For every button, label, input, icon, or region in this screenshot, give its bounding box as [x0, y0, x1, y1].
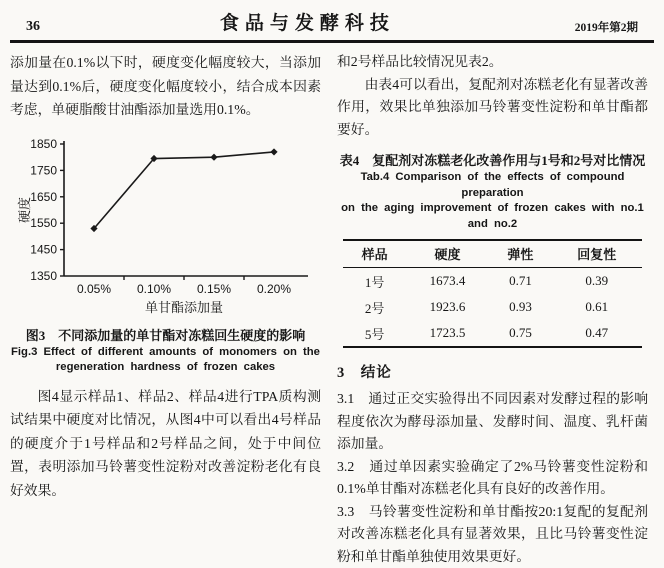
- y-tick-label: 1350: [30, 269, 57, 283]
- paragraph-continuation: 和2号样品比较情况见表2。: [337, 51, 648, 74]
- table-header-cell: 弹性: [489, 240, 552, 268]
- paragraph-conclusion-3-1: 3.1 通过正交实验得出不同因素对发酵过程的影响程度依次为酵母添加量、发酵时间、温度、乳杆菌添加量。: [337, 388, 648, 456]
- y-tick-label: 1450: [30, 242, 57, 256]
- line-chart-svg: [16, 128, 316, 324]
- data-point: [210, 153, 217, 160]
- table4-caption-en-line1: Tab.4 Comparison of the effects of compound preparation: [337, 170, 648, 201]
- x-tick-label: 0.15%: [197, 282, 231, 296]
- page-number: 36: [26, 19, 40, 35]
- table-row: [343, 294, 642, 320]
- y-tick-label: 1650: [30, 189, 57, 203]
- y-axis-title: 硬度: [17, 196, 32, 222]
- table-header-cell: 硬度: [406, 240, 489, 268]
- figure3-caption-en-line2: regeneration hardness of frozen cakes: [10, 360, 321, 376]
- x-tick-label: 0.05%: [77, 282, 111, 296]
- paragraph-tpa-results: 图4显示样品1、样品2、样品4进行TPA质构测试结果中硬度对比情况，从图4中可以看出4号样品的硬度介于1号样品和2号样品之间，处于中间位置，表明添加马铃薯变性淀粉对改善淀粉老化有良好效果。: [10, 385, 321, 503]
- data-point: [270, 148, 277, 155]
- table-row: [343, 268, 642, 295]
- left-column: [10, 51, 321, 568]
- page-header: [10, 6, 654, 43]
- table-cell: 0.39: [552, 268, 642, 295]
- right-column: [337, 51, 648, 568]
- section3-heading: 3 结论: [337, 361, 648, 382]
- x-axis-title: 单甘酯添加量: [145, 300, 223, 315]
- journal-title: 食品与发酵科技: [220, 8, 395, 35]
- table4-caption-zh: 表4 复配剂对冻糕老化改善作用与1号和2号对比情况: [337, 151, 648, 170]
- table-cell: 0.47: [552, 320, 642, 347]
- table-cell: 0.75: [489, 320, 552, 347]
- table-row: [343, 320, 642, 347]
- figure3-caption-zh: 图3 不同添加量的单甘酯对冻糕回生硬度的影响: [10, 326, 321, 345]
- comparison-table: [343, 239, 642, 348]
- hardness-line-chart: [16, 128, 316, 324]
- table-header-cell: 样品: [343, 240, 406, 268]
- table-cell: 1923.6: [406, 294, 489, 320]
- paragraph-conclusion-3-2: 3.2 通过单因素实验确定了2%马铃薯变性淀粉和0.1%单甘酯对冻糕老化具有良好的改善作用。: [337, 456, 648, 501]
- table-header-cell: 回复性: [552, 240, 642, 268]
- table-header-row: [343, 240, 642, 268]
- y-tick-label: 1750: [30, 163, 57, 177]
- table4-caption-en-line2: on the aging improvement of frozen cakes with no.1: [337, 201, 648, 217]
- table4-caption-en-line3: and no.2: [337, 217, 648, 233]
- table-cell: 1号: [343, 268, 406, 295]
- table-cell: 0.71: [489, 268, 552, 295]
- issue-label: 2019年第2期: [575, 19, 638, 35]
- y-tick-label: 1550: [30, 216, 57, 230]
- table-body: [343, 268, 642, 348]
- paragraph-table4-discussion: 由表4可以看出，复配剂对冻糕老化有显著改善作用，效果比单独添加马铃薯变性淀粉和单甘酯都要好。: [337, 74, 648, 142]
- x-tick-label: 0.20%: [257, 282, 291, 296]
- figure3-caption-en-line1: Fig.3 Effect of different amounts of monomers on the: [10, 345, 321, 361]
- x-tick-label: 0.10%: [137, 282, 171, 296]
- table-cell: 1723.5: [406, 320, 489, 347]
- paragraph-conclusion-3-3: 3.3 马铃薯变性淀粉和单甘酯按20:1复配的复配剂对改善冻糕老化具有显著效果，且比马铃薯变性淀粉和单甘酯单独使用效果更好。: [337, 501, 648, 568]
- y-tick-label: 1850: [30, 137, 57, 151]
- two-column-layout: [10, 43, 654, 568]
- data-line: [94, 151, 274, 228]
- table-cell: 5号: [343, 320, 406, 347]
- paragraph-monoglyceride-dosage: 添加量在0.1%以下时，硬度变化幅度较大，当添加量达到0.1%后，硬度变化幅度较小，结合成本因素考虑，单硬脂酸甘油酯添加量选用0.1%。: [10, 51, 321, 122]
- table-cell: 1673.4: [406, 268, 489, 295]
- table-cell: 0.93: [489, 294, 552, 320]
- table-cell: 2号: [343, 294, 406, 320]
- table-cell: 0.61: [552, 294, 642, 320]
